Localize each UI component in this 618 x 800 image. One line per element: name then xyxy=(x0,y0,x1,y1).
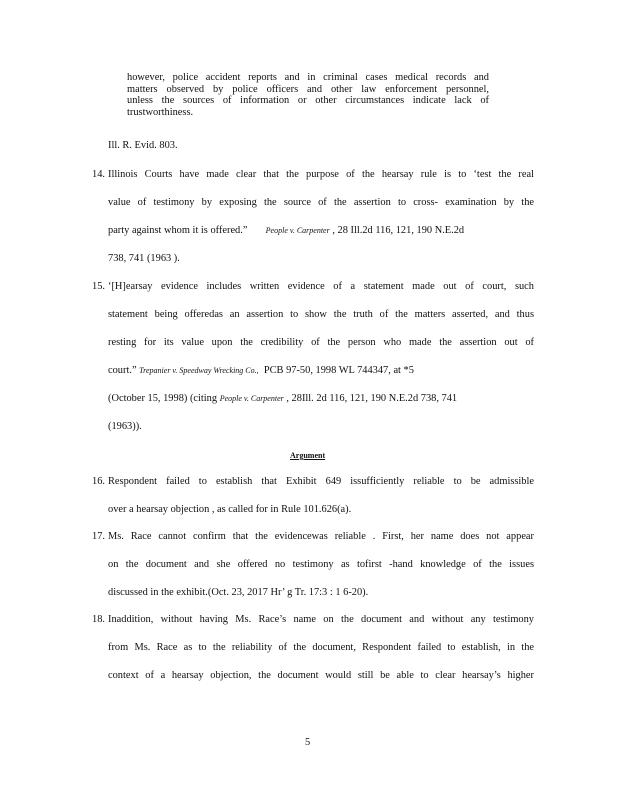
paragraph-line xyxy=(108,225,534,253)
paragraph-line xyxy=(108,365,534,393)
case-name: People v. Carpenter xyxy=(265,226,330,235)
quote-line: unless the sources of information or other circumstances indicate lack of xyxy=(127,95,489,107)
paragraph-line: 738, 741 (1963 ). xyxy=(108,253,180,264)
paragraph-line: ‘[H]earsay evidence includes written evidence of a statement made out of court, such xyxy=(108,281,534,292)
paragraph-line xyxy=(108,393,534,421)
paragraph-line: Illinois Courts have made clear that the purpose of the hearsay rule is to ‘test the real xyxy=(108,169,534,180)
line-text: , 28Ill. 2d 116, 121, 190 N.E.2d 738, 741 xyxy=(286,393,458,404)
paragraph-line: Inaddition, without having Ms. Race’s name on the document and without any testimony xyxy=(108,614,534,625)
rule-citation: Ill. R. Evid. 803. xyxy=(108,140,178,151)
paragraph-line: Ms. Race cannot confirm that the evidencewas reliable . First, her name does not appear xyxy=(108,531,534,542)
paragraph-number: 17. xyxy=(92,531,105,542)
paragraph-number: 14. xyxy=(92,169,105,180)
page-number: 5 xyxy=(305,737,311,748)
paragraph-line: statement being offeredas an assertion to show the truth of the matters asserted, and thus xyxy=(108,309,534,320)
section-heading: Argument xyxy=(290,451,326,460)
paragraph-line: discussed in the exhibit.(Oct. 23, 2017 Hr’ g Tr. 17:3 : 1 6-20). xyxy=(108,587,369,598)
line-text: , 28 Ill.2d 116, 121, 190 N.E.2d xyxy=(332,225,465,236)
case-name: People v. Carpenter xyxy=(219,394,284,403)
line-text: PCB 97-50, 1998 WL 744347, at *5 xyxy=(263,365,414,376)
line-text: court.” xyxy=(108,365,137,376)
paragraph-line: from Ms. Race as to the reliability of the document, Respondent failed to establish, in the xyxy=(108,642,534,653)
paragraph-line: context of a hearsay objection, the document would still be able to clear hearsay’s higher xyxy=(108,670,534,681)
paragraph-line: (1963)). xyxy=(108,421,142,432)
quote-line: however, police accident reports and in criminal cases medical records and xyxy=(127,72,489,83)
paragraph-line: on the document and she offered no testimony as tofirst -hand knowledge of the issues xyxy=(108,559,534,570)
block-quote xyxy=(127,72,489,119)
paragraph-line: Respondent failed to establish that Exhibit 649 issufficiently reliable to be admissible xyxy=(108,476,534,487)
paragraph-number: 16. xyxy=(92,476,105,487)
quote-line: matters observed by police officers and other law enforcement personnel, xyxy=(127,83,489,95)
paragraph-line: value of testimony by exposing the source of the assertion to cross- examination by the xyxy=(108,197,534,208)
paragraph-number: 18. xyxy=(92,614,105,625)
line-text: party against whom it is offered.” xyxy=(108,225,248,236)
paragraph-line: over a hearsay objection , as called for in Rule 101.626(a). xyxy=(108,504,352,515)
paragraph-number: 15. xyxy=(92,281,105,292)
quote-line: trustworthiness. xyxy=(127,107,194,119)
line-text: (October 15, 1998) (citing xyxy=(108,393,218,404)
case-name: Trepanier v. Speedway Wrecking Co., xyxy=(139,366,259,375)
paragraph-line: resting for its value upon the credibility of the person who made the assertion out of xyxy=(108,337,534,348)
